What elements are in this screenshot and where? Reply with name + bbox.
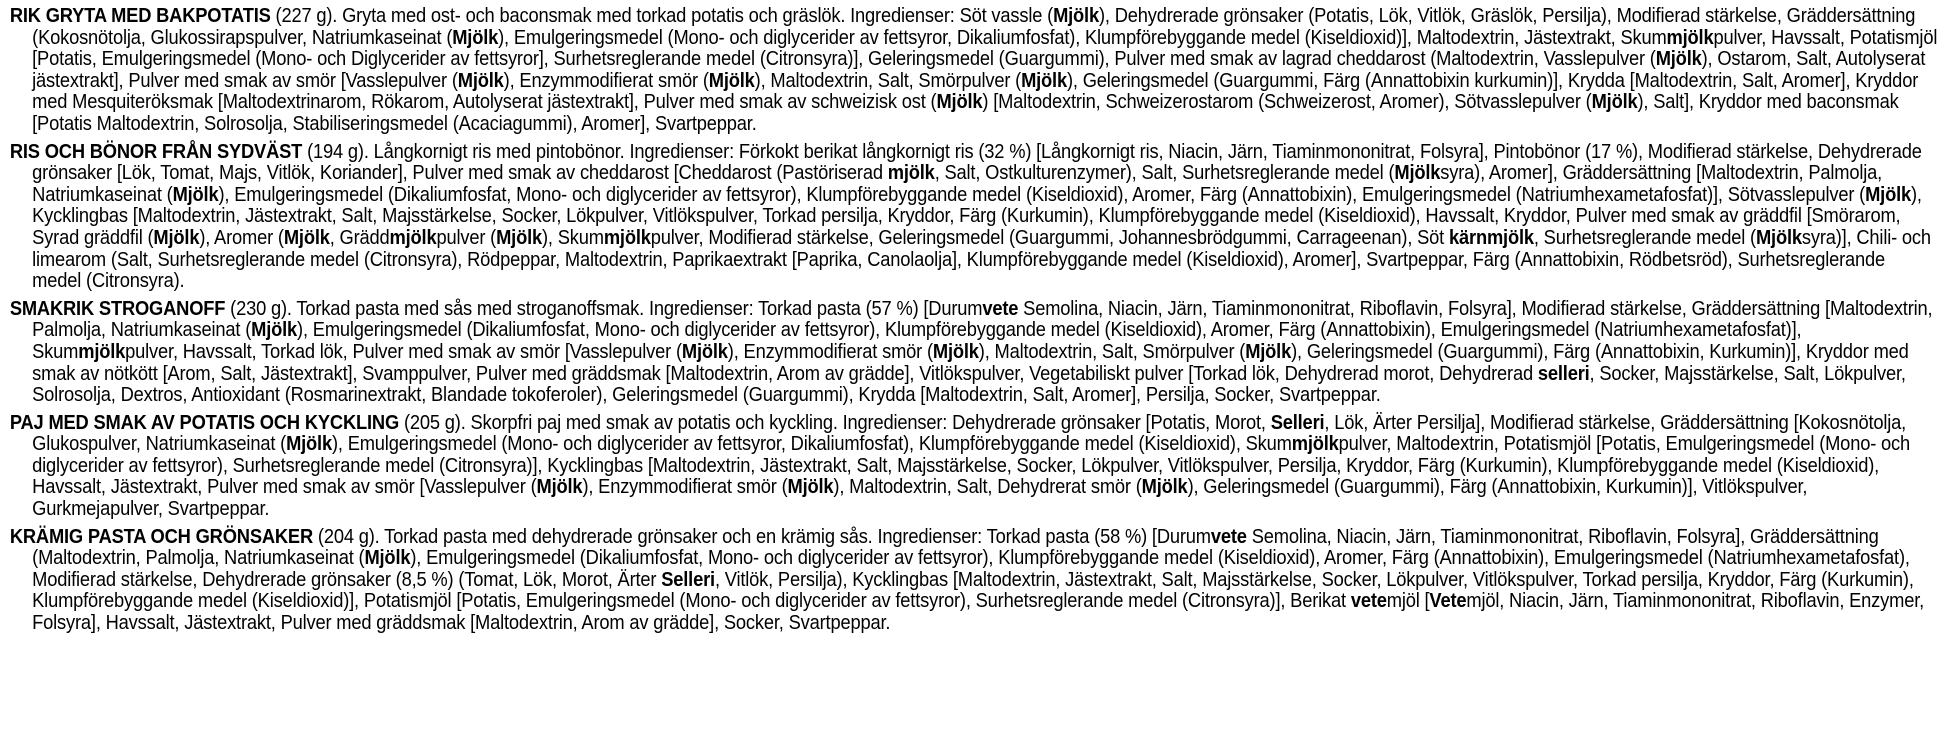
allergen-text: Mjölk xyxy=(251,318,298,342)
allergen-text: Mjölk xyxy=(452,25,499,49)
ingredient-text: , Socker, Majsstärkelse, Salt, Lökpulver, Solrosolja, Dextros, Antioxidant (Rosmarinextrakt, Blandade tokoferoler), Geleringsmedel (Guargummi), Krydda [Maltodextrin, Salt, Aromer], Persilja, Socker, Svartpeppar. xyxy=(32,361,1906,407)
allergen-text: Selleri xyxy=(1270,410,1325,434)
ingredient-text: (227 g). Gryta med ost- och baconsmak med torkad potatis och gräslök. Ingredienser: Söt vassle ( xyxy=(270,4,1054,27)
product-paragraph-3 xyxy=(10,298,1938,406)
ingredient-text: mjöl [ xyxy=(1386,589,1430,613)
allergen-text: Vete xyxy=(1429,589,1467,613)
ingredient-text: ), Ostarom, Salt, Autolyserat jästextrakt], Pulver med smak av smör [Vasslepulver ( xyxy=(32,47,1926,92)
ingredient-text: , Salt, Ostkulturenzymer), Salt, Surhetsreglerande medel ( xyxy=(934,161,1395,185)
allergen-text: Mjölk xyxy=(1053,4,1099,27)
ingredient-text: ), Emulgeringsmedel (Dikaliumfosfat, Mono- och diglycerider av fettsyror), Klumpförebyggande medel (Kiseldioxid), Aromer, Färg (Annattobixin), Emulgeringsmedel (Natriumhexametafosfat), Modifierad stärkelse, Dehydrerade grönsaker (8,5 %) (Tomat, Lök, Morot, Ärter xyxy=(32,546,1910,591)
ingredient-text: ), Maltodextrin, Salt, Dehydrerat smör ( xyxy=(833,475,1142,499)
allergen-text: mjölk xyxy=(887,161,935,185)
ingredient-text: ), Emulgeringsmedel (Dikaliumfosfat, Mono- och diglycerider av fettsyror), Klumpförebyggande medel (Kiseldioxid), Aromer, Färg (Annattobixin), Emulgeringsmedel (Natriumhexametafosfat)], Sötvasslepulver ( xyxy=(218,182,1866,206)
allergen-text: Mjölk xyxy=(536,475,583,499)
ingredient-text: , Surhetsreglerande medel ( xyxy=(1533,225,1756,249)
ingredient-text: ), Maltodextrin, Salt, Smörpulver ( xyxy=(978,339,1246,363)
allergen-text: Mjölk xyxy=(936,90,983,114)
ingredient-text: (204 g). Torkad pasta med dehydrerade grönsaker och en krämig sås. Ingredienser: Torkad pasta (58 %) [Durum xyxy=(313,524,1211,548)
ingredient-text: ), Maltodextrin, Salt, Smörpulver ( xyxy=(754,68,1022,92)
ingredient-text: pulver, Havssalt, Potatismjöl [Potatis, Emulgeringsmedel (Mono- och Diglycerider av fettsyror], Surhetsreglerande medel (Citronsyra)], Geleringsmedel (Guargummi), Pulver med smak av lagrad cheddarost (Maltodextrin, Vasslepulver ( xyxy=(32,25,1938,71)
allergen-text: vete xyxy=(982,296,1019,320)
product-paragraph-2 xyxy=(10,141,1938,292)
ingredient-text: pulver ( xyxy=(436,225,497,249)
product-name: RIK GRYTA MED BAKPOTATIS xyxy=(9,4,271,27)
allergen-text: Mjölk xyxy=(1021,68,1067,92)
allergen-text: Mjölk xyxy=(153,225,200,249)
allergen-text: Mjölk xyxy=(496,225,542,249)
ingredient-text: ), Skum xyxy=(541,225,604,249)
ingredient-text: ), Emulgeringsmedel (Dikaliumfosfat, Mono- och diglycerider av fettsyror), Klumpförebyggande medel (Kiseldioxid), Aromer, Färg (Annattobixin), Emulgeringsmedel (Natriumhexametafosfat)], Skum xyxy=(32,318,1802,363)
ingredient-text: , Lök, Ärter Persilja], Modifierad stärkelse, Gräddersättning [Kokosnötolja, Glukospulver, Natriumkaseinat ( xyxy=(32,410,1907,456)
ingredient-text: ), Emulgeringsmedel (Mono- och diglycerider av fettsyror, Dikaliumfosfat), Klumpförebyggande medel (Kiseldioxid)], Maltodextrin, Jästextrakt, Skum xyxy=(498,25,1667,49)
allergen-text: kärnmjölk xyxy=(1448,225,1534,249)
ingredient-text: syra), Aromer], Gräddersättning [Maltodextrin, Palmolja, Natriumkaseinat ( xyxy=(32,161,1883,206)
ingredient-text: ), Emulgeringsmedel (Mono- och diglycerider av fettsyror, Dikaliumfosfat), Klumpförebyggande medel (Kiseldioxid), Skum xyxy=(331,432,1292,456)
ingredient-text: mjöl, Niacin, Järn, Tiaminmononitrat, Riboflavin, Enzymer, Folsyra], Havssalt, Jästextrakt, Pulver med gräddsmak [Maltodextrin, Arom av grädde], Socker, Svartpeppar. xyxy=(32,589,1925,635)
product-paragraph-4 xyxy=(10,412,1938,520)
allergen-text: Mjölk xyxy=(1865,182,1911,206)
ingredient-text: (230 g). Torkad pasta med sås med stroganoffsmak. Ingredienser: Torkad pasta (57 %) [Durum xyxy=(225,296,983,320)
ingredient-text: pulver, Havssalt, Torkad lök, Pulver med smak av smör [Vasslepulver ( xyxy=(125,339,682,363)
ingredient-text: ), Kycklingbas [Maltodextrin, Jästextrakt, Salt, Majsstärkelse, Socker, Lökpulver, Vitlökspulver, Torkad persilja, Kryddor, Färg (Kurkumin), Klumpförebyggande medel (Kiseldioxid), Havssalt, Kryddor, Pulver med smak av gräddfil [Smörarom, Syrad gräddfil ( xyxy=(32,182,1922,249)
allergen-text: Mjölk xyxy=(172,182,219,206)
ingredient-text: ), Geleringsmedel (Guargummi, Färg (Annattobixin kurkumin)], Krydda [Maltodextrin, Salt, Aromer], Kryddor med Mesquiteröksmak [Maltodextrinarom, Rökarom, Autolyserat jästextrakt], Pulver med smak av schweizisk ost ( xyxy=(32,68,1919,114)
ingredient-text: ) [Maltodextrin, Schweizerostarom (Schweizerost, Aromer), Sötvasslepulver ( xyxy=(982,90,1592,114)
allergen-text: Mjölk xyxy=(364,546,411,570)
allergen-text: Mjölk xyxy=(681,339,728,363)
ingredient-text: pulver, Maltodextrin, Potatismjöl [Potatis, Emulgeringsmedel (Mono- och diglycerider av fettsyror), Surhetsreglerande medel (Citronsyra)], Kycklingbas [Maltodextrin, Jästextrakt, Salt, Majsstärkelse, Socker, Lökpulver, Vitlökspulver, Persilja, Kryddor, Färg (Kurkumin), Klumpförebyggande medel (Kiseldioxid), Havssalt, Jästextrakt, Pulver med smak av smör [Vasslepulver ( xyxy=(32,432,1911,499)
allergen-text: Selleri xyxy=(661,567,715,591)
allergen-text: Mjölk xyxy=(787,475,834,499)
product-name: SMAKRIK STROGANOFF xyxy=(9,296,226,320)
allergen-text: mjölk xyxy=(1666,25,1714,49)
allergen-text: mjölk xyxy=(603,225,651,249)
allergen-text: Mjölk xyxy=(457,68,504,92)
ingredient-text: , Grädd xyxy=(329,225,390,249)
product-paragraph-1 xyxy=(10,5,1938,135)
allergen-text: mjölk xyxy=(389,225,437,249)
ingredient-text: ), Enzymmodifierat smör ( xyxy=(503,68,709,92)
ingredient-text: syra)], Chili- och limearom (Salt, Surhetsreglerande medel (Citronsyra), Rödpeppar, Maltodextrin, Paprikaextrakt [Paprika, Canolaolja], Klumpförebyggande medel (Kiseldioxid), Aromer], Svartpeppar, Färg (Annattobixin, Rödbetsröd), Surhetsreglerande medel (Citronsyra). xyxy=(32,225,1931,293)
allergen-text: Mjölk xyxy=(1394,161,1441,185)
ingredient-text: , Vitlök, Persilja), Kycklingbas [Maltodextrin, Jästextrakt, Salt, Majsstärkelse, Socker, Lökpulver, Vitlökspulver, Torkad persilja, Kryddor, Färg (Kurkumin), Klumpförebyggande medel (Kiseldioxid)], Potatismjöl [Potatis, Emulgeringsmedel (Mono- och diglycerider av fettsyror), Surhetsreglerande medel (Citronsyra)], Berikat xyxy=(32,567,1914,613)
allergen-text: Mjölk xyxy=(283,225,330,249)
allergen-text: vete xyxy=(1210,524,1247,548)
ingredient-text: ), Enzymmodifierat smör ( xyxy=(582,475,788,499)
ingredient-text: Semolina, Niacin, Järn, Tiaminmononitrat, Riboflavin, Folsyra], Gräddersättning (Maltodextrin, Palmolja, Natriumkaseinat ( xyxy=(32,524,1879,570)
ingredient-text: (205 g). Skorpfri paj med smak av potatis och kyckling. Ingredienser: Dehydrerade grönsaker [Potatis, Morot, xyxy=(399,410,1271,434)
ingredient-text: ), Enzymmodifierat smör ( xyxy=(727,339,933,363)
allergen-text: Mjölk xyxy=(286,432,332,456)
ingredient-text: Semolina, Niacin, Järn, Tiaminmononitrat, Riboflavin, Folsyra], Modifierad stärkelse, Gräddersättning [Maltodextrin, Palmolja, Natriumkaseinat ( xyxy=(32,296,1933,342)
allergen-text: mjölk xyxy=(1291,432,1339,456)
allergen-text: Mjölk xyxy=(1655,47,1702,71)
allergen-text: vete xyxy=(1350,589,1387,613)
allergen-text: Mjölk xyxy=(1141,475,1188,499)
ingredient-text: ), Salt], Kryddor med baconsmak [Potatis Maltodextrin, Solrosolja, Stabiliseringsmedel (Acaciagummi), Aromer], Svartpeppar. xyxy=(32,90,1899,135)
product-name: PAJ MED SMAK AV POTATIS OCH KYCKLING xyxy=(9,410,400,434)
allergen-text: Mjölk xyxy=(932,339,979,363)
ingredient-text: ), Geleringsmedel (Guargummi), Färg (Annattobixin, Kurkumin)], Vitlökspulver, Gurkmejapulver, Svartpeppar. xyxy=(32,475,1808,521)
allergen-text: Mjölk xyxy=(708,68,755,92)
product-name: RIS OCH BÖNOR FRÅN SYDVÄST xyxy=(9,139,303,163)
product-name: KRÄMIG PASTA OCH GRÖNSAKER xyxy=(9,524,314,548)
ingredient-text: ), Dehydrerade grönsaker (Potatis, Lök, Vitlök, Gräslök, Persilja), Modifierad stärkelse, Gräddersättning (Kokosnötolja, Glukossirapspulver, Natriumkaseinat ( xyxy=(32,4,1916,49)
product-paragraph-5 xyxy=(10,526,1938,634)
allergen-text: mjölk xyxy=(78,339,126,363)
ingredient-text: ), Aromer ( xyxy=(199,225,284,249)
allergen-text: selleri xyxy=(1537,361,1590,385)
ingredient-text: ), Geleringsmedel (Guargummi), Färg (Annattobixin, Kurkumin)], Kryddor med smak av nötkött [Arom, Salt, Jästextrakt], Svamppulver, Pulver med gräddsmak [Maltodextrin, Arom av grädde], Vitlökspulver, Vegetabiliskt pulver [Torkad lök, Dehydrerad morot, Dehydrerad xyxy=(32,339,1909,385)
allergen-text: Mjölk xyxy=(1245,339,1292,363)
allergen-text: Mjölk xyxy=(1755,225,1802,249)
ingredient-text: (194 g). Långkornigt ris med pintobönor. Ingredienser: Förkokt berikat långkornigt ris (32 %) [Långkornigt ris, Niacin, Järn, Tiaminmononitrat, Folsyra], Pintobönor (17 %), Modifierad stärkelse, Dehydrerade grönsaker [Lök, Tomat, Majs, Vitlök, Koriander], Pulver med smak av cheddarost [Cheddarost (Pastöriserad xyxy=(32,139,1922,185)
ingredient-text: pulver, Modifierad stärkelse, Geleringsmedel (Guargummi, Johannesbrödgummi, Carrageenan), Söt xyxy=(650,225,1449,249)
allergen-text: Mjölk xyxy=(1591,90,1638,114)
